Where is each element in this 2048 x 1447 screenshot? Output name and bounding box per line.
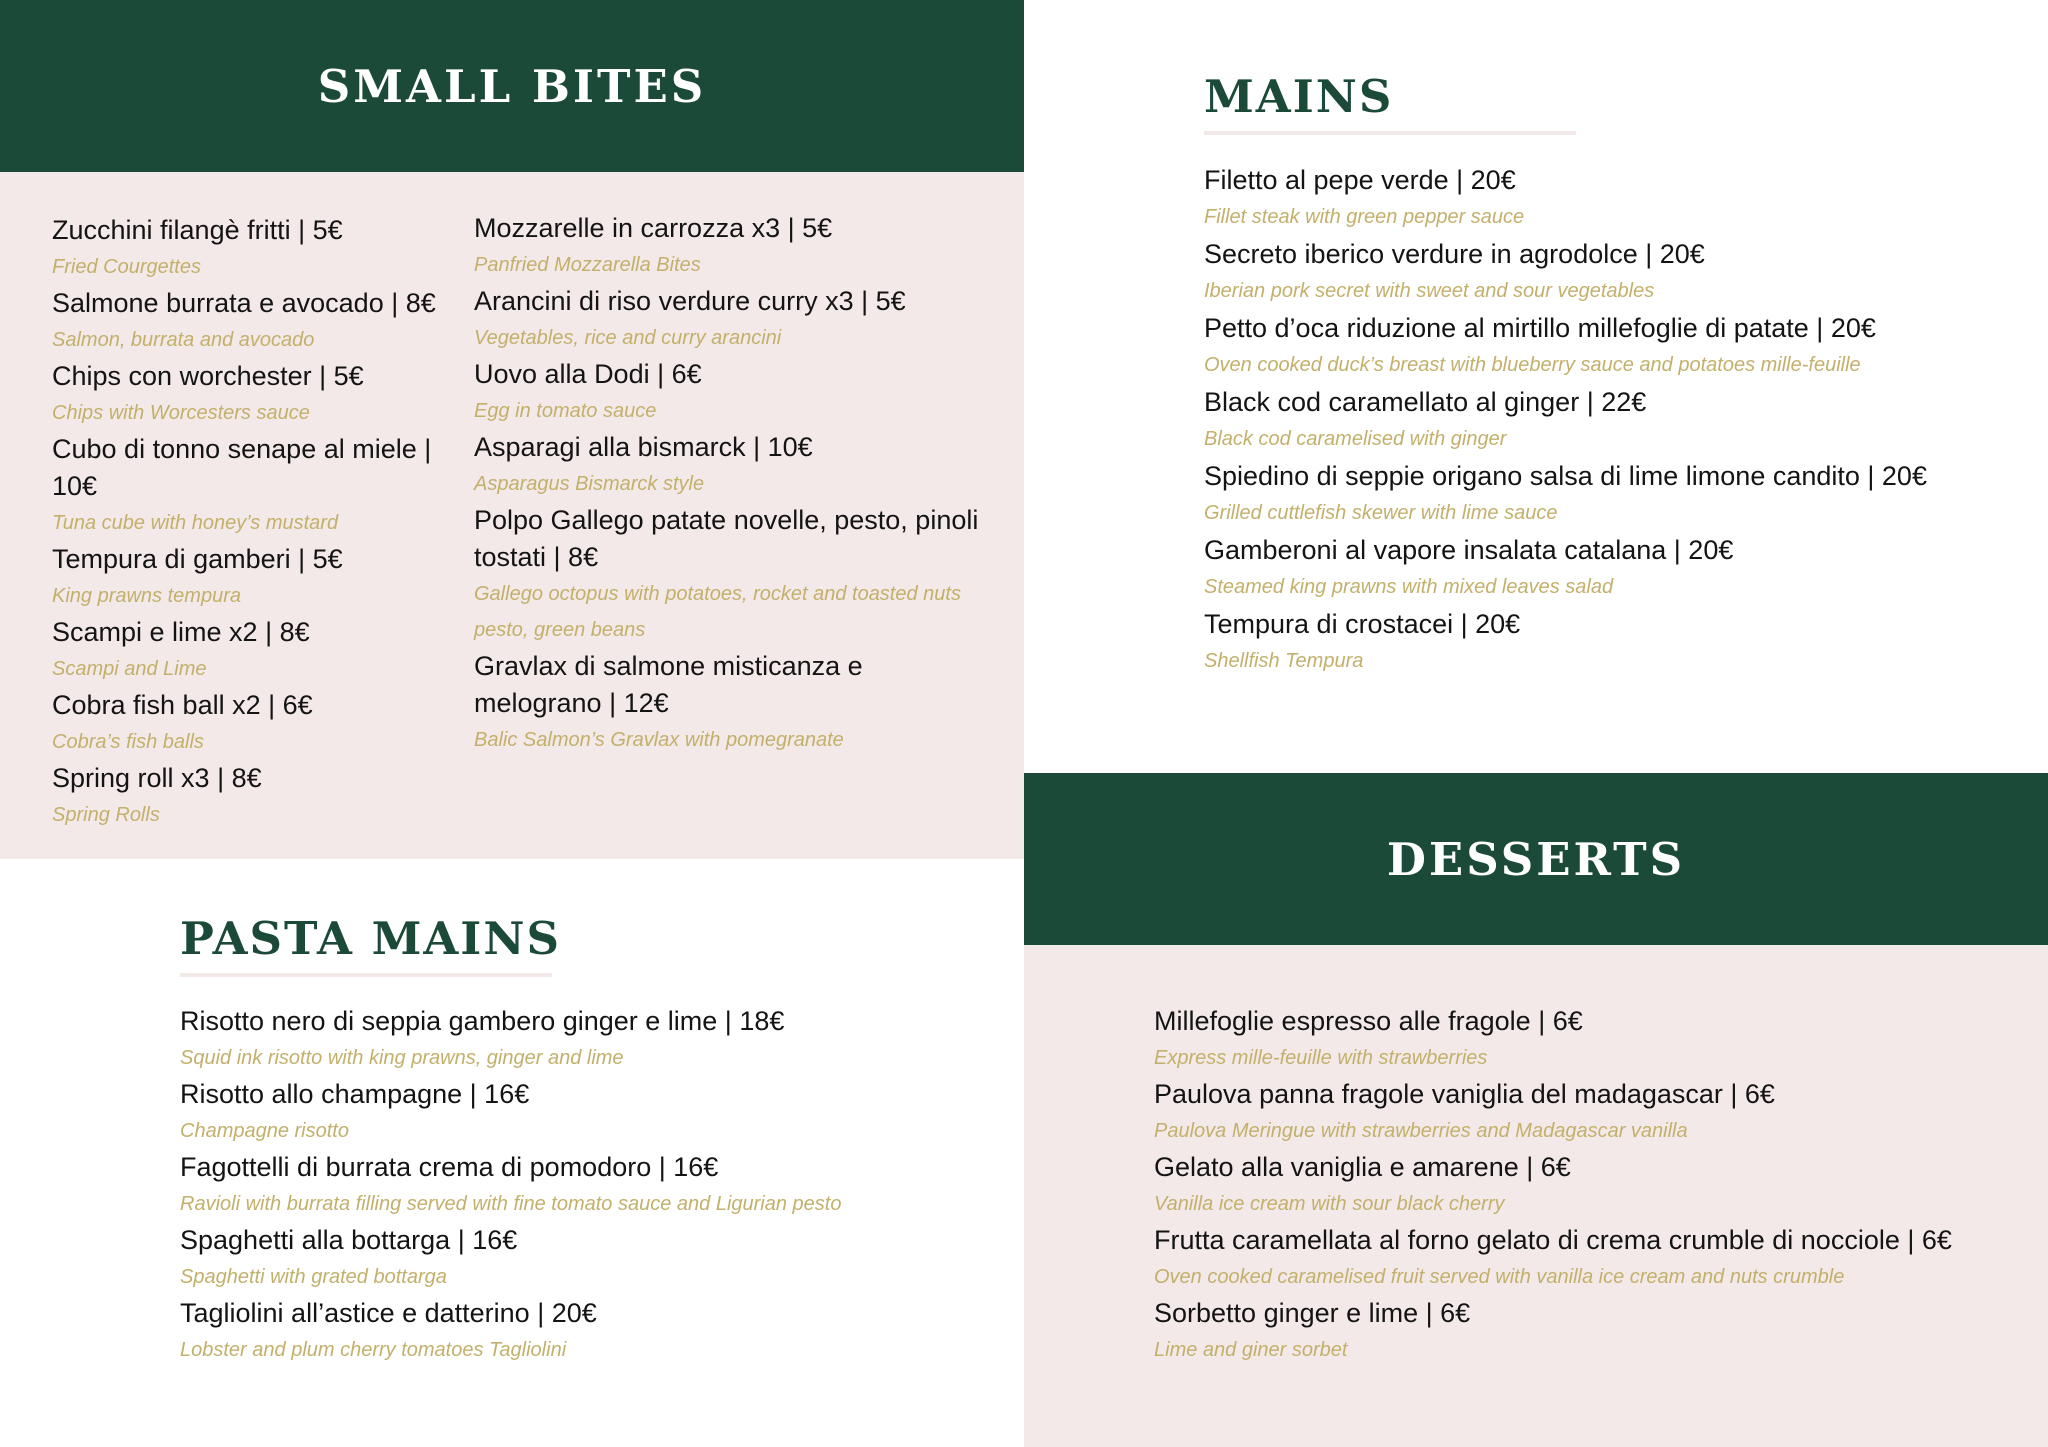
menu-item-description: Fillet steak with green pepper sauce [1204, 206, 1525, 228]
menu-item-description: Oven cooked caramelised fruit served with vanilla ice cream and nuts crumble [1154, 1266, 1845, 1288]
desserts-body [1024, 945, 2048, 1447]
menu-item-name: Risotto nero di seppia gambero ginger e lime | 18€ [180, 1006, 785, 1036]
menu-item-name: Tempura di crostacei | 20€ [1204, 609, 1521, 639]
menu-item [474, 648, 994, 758]
menu-item-description: Chips with Worcesters sauce [52, 402, 310, 424]
menu-item-description: Squid ink risotto with king prawns, ginger and lime [180, 1047, 624, 1069]
menu-item-name: Gravlax di salmone misticanza e melograno | 12€ [474, 651, 863, 718]
menu-item-name: Filetto al pepe verde | 20€ [1204, 165, 1516, 195]
desserts-header-band [1024, 773, 2048, 945]
menu-item-description: Balic Salmon’s Gravlax with pomegranate [474, 729, 844, 751]
menu-item-name: Chips con worchester | 5€ [52, 361, 364, 391]
pasta-mains-title: PASTA MAINS [180, 912, 561, 965]
menu-item-name: Uovo alla Dodi | 6€ [474, 359, 702, 389]
menu-item-description: Vanilla ice cream with sour black cherry [1154, 1193, 1505, 1215]
menu-item [474, 210, 994, 283]
menu-item-name: Fagottelli di burrata crema di pomodoro | 16€ [180, 1152, 719, 1182]
menu-item-description: Grilled cuttlefish skewer with lime sauce [1204, 502, 1558, 524]
menu-item [52, 541, 462, 614]
menu-item-name: Spaghetti alla bottarga | 16€ [180, 1225, 518, 1255]
menu-item-description: Spring Rolls [52, 804, 160, 826]
menu-item-name: Asparagi alla bismarck | 10€ [474, 432, 813, 462]
mains-title: MAINS [1204, 70, 1394, 123]
menu-item-description: King prawns tempura [52, 585, 241, 607]
menu-item-description: Iberian pork secret with sweet and sour vegetables [1204, 280, 1655, 302]
menu-item-name: Black cod caramellato al ginger | 22€ [1204, 387, 1647, 417]
small-bites-body [0, 172, 1024, 859]
menu-item [52, 760, 462, 833]
menu-item-name: Spiedino di seppie origano salsa di lime limone candito | 20€ [1204, 461, 1927, 491]
menu-item-name: Salmone burrata e avocado | 8€ [52, 288, 436, 318]
menu-item [52, 358, 462, 431]
menu-item-name: Frutta caramellata al forno gelato di crema crumble di nocciole | 6€ [1154, 1225, 1952, 1255]
menu-item-description: Tuna cube with honey’s mustard [52, 512, 339, 534]
menu-item-description: Vegetables, rice and curry arancini [474, 327, 782, 349]
menu-item-name: Cobra fish ball x2 | 6€ [52, 690, 313, 720]
menu-item-name: Arancini di riso verdure curry x3 | 5€ [474, 286, 906, 316]
menu-item-name: Tempura di gamberi | 5€ [52, 544, 343, 574]
menu-item [180, 1295, 1000, 1368]
menu-item [474, 502, 994, 648]
menu-item [1154, 1149, 2024, 1222]
menu-item [180, 1003, 1000, 1076]
menu-item-name: Millefoglie espresso alle fragole | 6€ [1154, 1006, 1583, 1036]
menu-item [1204, 384, 2004, 458]
menu-item [180, 1222, 1000, 1295]
menu-item-name: Scampi e lime x2 | 8€ [52, 617, 310, 647]
menu-item [1204, 458, 2004, 532]
menu-item-name: Mozzarelle in carrozza x3 | 5€ [474, 213, 833, 243]
menu-item-name: Cubo di tonno senape al miele | 10€ [52, 434, 432, 501]
menu-item-name: Gamberoni al vapore insalata catalana | 20€ [1204, 535, 1734, 565]
menu-item-description: Shellfish Tempura [1204, 650, 1364, 672]
menu-item-description: Salmon, burrata and avocado [52, 329, 315, 351]
menu-item [52, 431, 462, 541]
menu-item-description: Express mille-feuille with strawberries [1154, 1047, 1488, 1069]
menu-item [1204, 162, 2004, 236]
menu-item-description: Spaghetti with grated bottarga [180, 1266, 447, 1288]
menu-item [1154, 1295, 2024, 1368]
menu-item-name: Risotto allo champagne | 16€ [180, 1079, 530, 1109]
menu-item-description: Cobra’s fish balls [52, 731, 204, 753]
menu-item-description: Ravioli with burrata filling served with fine tomato sauce and Ligurian pesto [180, 1193, 842, 1215]
menu-item-description: Champagne risotto [180, 1120, 349, 1142]
menu-item-description: Fried Courgettes [52, 256, 201, 278]
menu-item-name: Tagliolini all’astice e datterino | 20€ [180, 1298, 597, 1328]
menu-item-description: Paulova Meringue with strawberries and Madagascar vanilla [1154, 1120, 1688, 1142]
menu-item [1204, 310, 2004, 384]
mains-title-underline [1204, 131, 1576, 135]
menu-item-name: Spring roll x3 | 8€ [52, 763, 262, 793]
menu-item [1154, 1003, 2024, 1076]
menu-item [1204, 236, 2004, 310]
menu-item-description: Egg in tomato sauce [474, 400, 657, 422]
menu-item-description: Oven cooked duck’s breast with blueberry sauce and potatoes mille-feuille [1204, 354, 1861, 376]
small-bites-column-2 [474, 210, 994, 758]
menu-item [474, 429, 994, 502]
menu-item-name: Paulova panna fragole vaniglia del madagascar | 6€ [1154, 1079, 1775, 1109]
menu-item [1154, 1076, 2024, 1149]
menu-item-description: Black cod caramelised with ginger [1204, 428, 1507, 450]
menu-item-name: Zucchini filangè fritti | 5€ [52, 215, 343, 245]
menu-item-description: Lobster and plum cherry tomatoes Tagliolini [180, 1339, 567, 1361]
small-bites-title: SMALL BITES [317, 60, 707, 113]
desserts-list [1154, 1003, 2024, 1368]
menu-item-description: Steamed king prawns with mixed leaves salad [1204, 576, 1614, 598]
small-bites-header-band [0, 0, 1024, 172]
menu-item-description: Scampi and Lime [52, 658, 207, 680]
menu-item [52, 614, 462, 687]
menu-item-description: Lime and giner sorbet [1154, 1339, 1348, 1361]
menu-item [474, 356, 994, 429]
menu-item-description: Asparagus Bismarck style [474, 473, 705, 495]
menu-item-description: Panfried Mozzarella Bites [474, 254, 701, 276]
menu-item-name: Polpo Gallego patate novelle, pesto, pinoli tostati | 8€ [474, 505, 979, 572]
menu-item [474, 283, 994, 356]
menu-item [1154, 1222, 2024, 1295]
menu-item-description: Gallego octopus with potatoes, rocket and toasted nuts pesto, green beans [474, 583, 961, 641]
menu-item-name: Sorbetto ginger e lime | 6€ [1154, 1298, 1471, 1328]
menu-item [52, 285, 462, 358]
menu-item [52, 212, 462, 285]
menu-item [1204, 532, 2004, 606]
pasta-mains-title-underline [180, 973, 552, 977]
small-bites-column-1 [52, 212, 462, 833]
menu-item-name: Gelato alla vaniglia e amarene | 6€ [1154, 1152, 1571, 1182]
menu-item [52, 687, 462, 760]
pasta-mains-list [180, 1003, 1000, 1368]
desserts-title: DESSERTS [1386, 833, 1686, 886]
mains-list [1204, 162, 2004, 680]
menu-item [180, 1076, 1000, 1149]
menu-item [1204, 606, 2004, 680]
menu-item [180, 1149, 1000, 1222]
menu-item-name: Petto d’oca riduzione al mirtillo millefoglie di patate | 20€ [1204, 313, 1876, 343]
menu-item-name: Secreto iberico verdure in agrodolce | 20€ [1204, 239, 1705, 269]
